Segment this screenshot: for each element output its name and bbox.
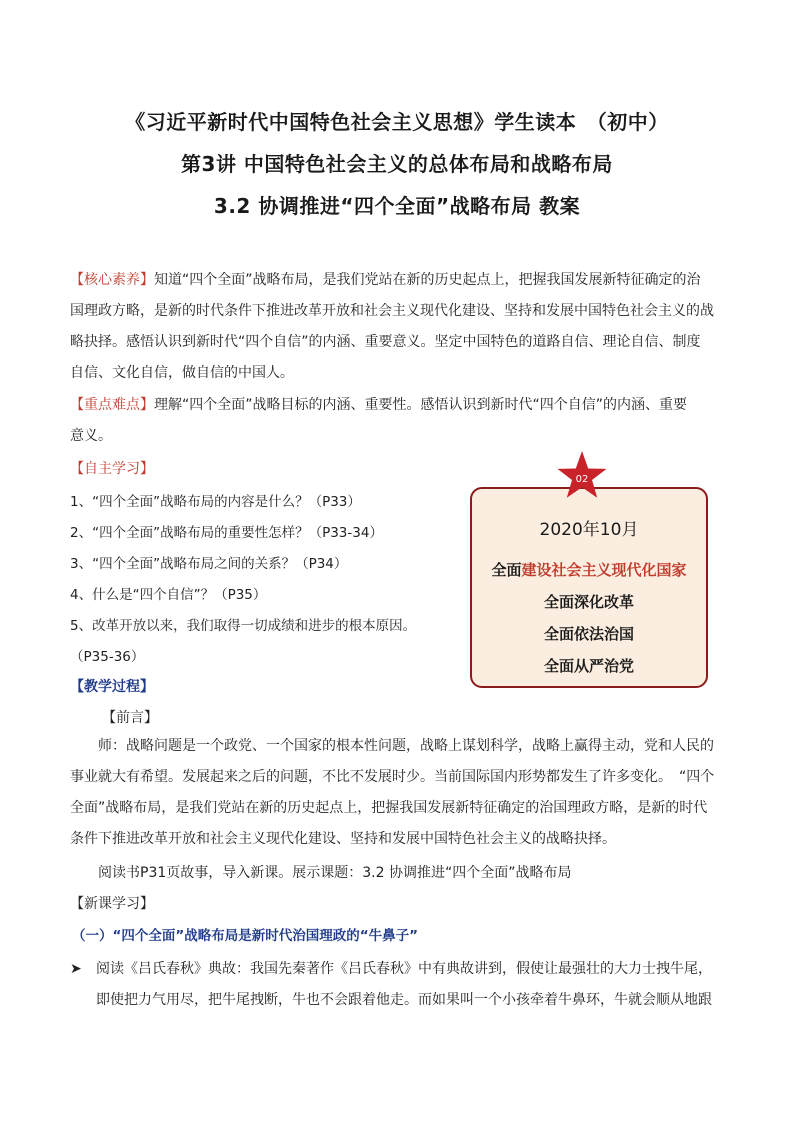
card-item: 全面依法治国: [543, 625, 634, 643]
doc-title: 《习近平新时代中国特色社会主义思想》学生读本 （初中）: [125, 110, 669, 134]
core-line: 知道“四个全面”战略布局，是我们党站在新的历史起点上，把握我国发展新特征确定的治: [154, 272, 701, 288]
question-item: 2、“四个全面”战略布局的重要性怎样？（P33-34）: [70, 525, 383, 541]
section-title: 3.2 协调推进“四个全面”战略布局 教案: [213, 194, 581, 218]
key-line: 理解“四个全面”战略目标的内涵、重要性。感悟认识到新时代“四个自信”的内涵、重要: [154, 397, 688, 413]
card-item: 全面建设社会主义现代化国家: [491, 561, 687, 579]
card-item: 全面深化改革: [543, 593, 634, 611]
star-number: 02: [575, 474, 589, 485]
bullet-item: ➤ 阅读《吕氏春秋》典故：我国先秦著作《吕氏春秋》中有典故讲到，假使让最强壮的大力士拽牛尾， 即使把力气用尽，把牛尾拽断，牛也不会跟着他走。而如果叫一个小孩牵着牛鼻环，牛就会顺从地跟: [70, 954, 730, 1016]
teaching-paragraph: [70, 731, 726, 855]
arrow-bullet-icon: ➤: [70, 961, 82, 977]
star-icon: [556, 450, 608, 500]
core-line: 自信、文化自信，做自信的中国人。: [70, 365, 294, 381]
card-item: 全面从严治党: [543, 657, 634, 675]
key-line: 意义。: [70, 428, 112, 444]
question-item: 4、什么是“四个自信”？（P35）: [70, 587, 267, 603]
lesson-title: 第3讲 中国特色社会主义的总体布局和战略布局: [181, 152, 613, 176]
preface-label: 【前言】: [102, 710, 158, 726]
bullet-line: 即使把力气用尽，把牛尾拽断，牛也不会跟着他走。而如果叫一个小孩牵着牛鼻环，牛就会顺从地跟: [96, 992, 712, 1008]
key-label: 【重点难点】: [70, 397, 154, 413]
key-points: [70, 390, 726, 452]
core-label: 【核心素养】: [70, 272, 154, 288]
core-literacy: [70, 265, 726, 389]
self-study-label: 【自主学习】: [70, 461, 154, 477]
question-item: 5、改革开放以来，我们取得一切成绩和进步的根本原因。: [70, 618, 417, 634]
question-item: 1、“四个全面”战略布局的内容是什么？（P33）: [70, 494, 361, 510]
para-line: 全面”战略布局，是我们党站在新的历史起点上，把握我国发展新特征确定的治国理政方略，是新的时代: [70, 800, 708, 816]
teaching-label: 【教学过程】: [70, 679, 154, 695]
four-comprehensives-card: [470, 487, 708, 688]
core-line: 国理政方略，是新的时代条件下推进改革开放和社会主义现代化建设、坚持和发展中国特色社会主义的战: [70, 303, 714, 319]
new-lesson-label: 【新课学习】: [70, 896, 154, 912]
reading-line: 阅读书P31页故事，导入新课。展示课题：3.2 协调推进“四个全面”战略布局: [98, 865, 572, 881]
question-item: （P35-36）: [70, 649, 145, 665]
card-date: 2020年10月: [539, 520, 639, 540]
para-line: 条件下推进改革开放和社会主义现代化建设、坚持和发展中国特色社会主义的战略抉择。: [70, 831, 616, 847]
question-item: 3、“四个全面”战略布局之间的关系？（P34）: [70, 556, 348, 572]
section1-heading: （一）“四个全面”战略布局是新时代治国理政的“牛鼻子”: [72, 928, 418, 944]
para-line: 事业就大有希望。发展起来之后的问题，不比不发展时少。当前国际国内形势都发生了许多变化。 “四个: [70, 769, 715, 785]
para-line: 师：战略问题是一个政党、一个国家的根本性问题，战略上谋划科学，战略上赢得主动，党和人民的: [98, 738, 714, 754]
core-line: 略抉择。感悟认识到新时代“四个自信”的内涵、重要意义。坚定中国特色的道路自信、理论自信、制度: [70, 334, 701, 350]
